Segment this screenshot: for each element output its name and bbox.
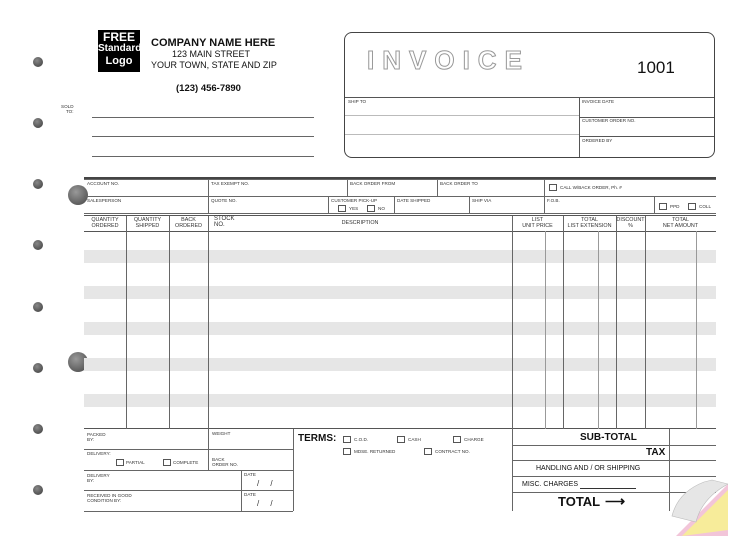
info-row-divider [84,196,716,197]
misc-charges-label: MISC. CHARGES [522,481,579,488]
sold-to-line[interactable] [92,136,314,137]
delivery-label: DELIVERY: [87,451,111,456]
coll-label: COLL [699,204,712,209]
binder-hole-large [68,185,88,205]
col-list-unit-price: LIST UNIT PRICE [522,217,553,229]
weight-label: WEIGHT [212,431,231,436]
company-phone: (123) 456-7890 [176,83,241,94]
account-no-label: ACCOUNT NO. [87,181,120,186]
cod-label: C.O.D. [354,437,369,442]
back-order-no-label: BACK ORDER NO. [212,457,239,467]
col-back-ordered: BACK ORDERED [175,217,202,229]
invoice-header-box [344,32,715,158]
back-order-from-label: BACK ORDER FROM [350,181,396,186]
contract-no-checkbox[interactable] [424,448,432,455]
binder-hole [33,363,43,373]
binder-hole [33,424,43,434]
charge-label: CHARGE [464,437,484,442]
ordered-by-label: ORDERED BY [582,138,613,143]
complete-checkbox[interactable] [163,459,171,466]
items-table [84,215,716,429]
fob-label: F.O.B. [547,198,560,203]
company-city: YOUR TOWN, STATE AND ZIP [151,60,277,70]
charge-checkbox[interactable] [453,436,461,443]
subtotal-label: SUB-TOTAL [580,432,637,443]
sold-to-label: SOLD TO: [61,104,74,114]
quote-no-label: QUOTE NO. [211,198,237,203]
binder-hole [33,302,43,312]
col-discount: DISCOUNT % [616,217,645,229]
pickup-yes-checkbox[interactable] [338,205,346,212]
info-top-rule-2 [84,179,716,180]
company-name: COMPANY NAME HERE [151,37,276,49]
tax-exempt-no-label: TAX EXEMPT NO. [211,181,250,186]
ppd-checkbox[interactable] [659,203,667,210]
binder-hole [33,240,43,250]
date-shipped-label: DATE SHIPPED [397,198,431,203]
call-back-label: CALL W/BACK ORDER, Ph. # [560,185,622,190]
cash-checkbox[interactable] [397,436,405,443]
customer-pickup-label: CUSTOMER PICK-UP [331,198,378,203]
partial-label: PARTIAL [126,460,145,465]
cash-label: CASH [408,437,421,442]
col-description: DESCRIPTION [341,220,379,226]
ppd-label: PPD [670,204,680,209]
back-order-to-label: BACK ORDER TO [440,181,478,186]
binder-hole [33,118,43,128]
partial-checkbox[interactable] [116,459,124,466]
received-date-slashes[interactable]: / / [257,499,273,508]
invoice-date-label: INVOICE DATE [582,99,615,104]
logo-line-standard: Standard [98,43,142,54]
binder-hole [33,179,43,189]
logo-line-free: FREE [102,30,135,44]
binder-hole [33,485,43,495]
coll-checkbox[interactable] [688,203,696,210]
total-label: TOTAL [558,494,601,509]
complete-label: COMPLETE [173,460,199,465]
salesperson-label: SALESPERSON [87,198,122,203]
mdse-returned-label: MDSE. RETURNED [354,449,396,454]
col-stock-no: STOCK NO. [214,216,235,228]
logo-badge [98,30,140,72]
binder-hole [33,57,43,67]
received-label: RECEIVED IN GOOD CONDITION BY: [87,493,132,503]
packed-by-label: PACKED BY: [87,432,106,442]
pickup-no-checkbox[interactable] [367,205,375,212]
customer-order-no-label: CUSTOMER ORDER NO. [582,118,636,123]
terms-label: TERMS: [298,433,337,444]
contract-no-label: CONTRACT NO. [435,449,470,454]
mdse-returned-checkbox[interactable] [343,448,351,455]
col-qty-shipped: QUANTITY SHIPPED [133,217,162,229]
logo-line-logo: Logo [105,55,133,67]
ship-to-label: SHIP TO [348,99,367,104]
col-total-net-amount: TOTAL NET AMOUNT [662,217,699,229]
ship-via-label: SHIP VIA [472,198,492,203]
invoice-title: INVOICE [367,45,530,75]
tax-label: TAX [646,447,666,458]
invoice-number: 1001 [637,58,675,77]
cod-checkbox[interactable] [343,436,351,443]
pickup-yes-label: YES [349,206,359,211]
delivery-date-slashes[interactable]: / / [257,479,273,488]
call-back-checkbox[interactable] [549,184,557,191]
col-total-list-extension: TOTAL LIST EXTENSION [567,217,612,229]
received-date-label: DATE [244,492,256,497]
col-qty-ordered: QUANTITY ORDERED [91,217,119,229]
company-street: 123 MAIN STREET [172,49,251,59]
info-row-divider [84,213,716,214]
delivery-date-label: DATE [244,472,256,477]
total-arrow-icon: ⟶ [605,493,626,509]
handling-label: HANDLING AND / OR SHIPPING [536,465,641,472]
sold-to-line[interactable] [92,156,314,157]
delivery-by-label: DELIVERY BY: [87,473,110,483]
pickup-no-label: NO [378,206,385,211]
page-curl-copies-icon [668,476,728,536]
sold-to-line[interactable] [92,117,314,118]
